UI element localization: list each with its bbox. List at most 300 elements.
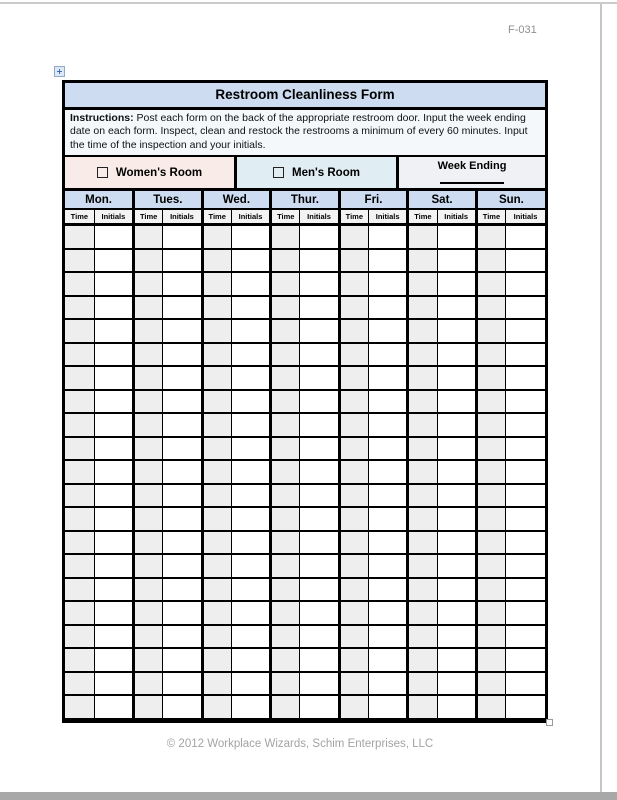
tues-time-cell[interactable] <box>134 648 163 672</box>
wed-initials-cell[interactable] <box>231 225 270 249</box>
sat-initials-cell[interactable] <box>437 554 476 578</box>
sat-initials-cell[interactable] <box>437 578 476 602</box>
wed-initials-cell[interactable] <box>231 507 270 531</box>
fri-time-cell[interactable] <box>339 272 368 296</box>
thur-time-cell[interactable] <box>271 484 300 508</box>
wed-initials-cell[interactable] <box>231 319 270 343</box>
mon-time-cell[interactable] <box>65 460 94 484</box>
mon-initials-cell[interactable] <box>94 343 133 367</box>
sun-time-cell[interactable] <box>476 225 505 249</box>
sat-initials-cell[interactable] <box>437 507 476 531</box>
wed-initials-cell[interactable] <box>231 249 270 273</box>
wed-time-cell[interactable] <box>202 272 231 296</box>
sun-time-cell[interactable] <box>476 484 505 508</box>
sat-time-cell[interactable] <box>408 554 437 578</box>
sat-initials-cell[interactable] <box>437 672 476 696</box>
wed-initials-cell[interactable] <box>231 460 270 484</box>
sun-time-cell[interactable] <box>476 249 505 273</box>
mens-room-option[interactable] <box>237 157 399 188</box>
fri-time-cell[interactable] <box>339 531 368 555</box>
thur-initials-cell[interactable] <box>300 672 339 696</box>
thur-time-cell[interactable] <box>271 366 300 390</box>
sun-initials-cell[interactable] <box>506 390 545 414</box>
thur-time-cell[interactable] <box>271 249 300 273</box>
mon-time-cell[interactable] <box>65 695 94 719</box>
sat-time-cell[interactable] <box>408 343 437 367</box>
mon-time-cell[interactable] <box>65 625 94 649</box>
fri-initials-cell[interactable] <box>368 296 407 320</box>
wed-time-cell[interactable] <box>202 225 231 249</box>
tues-time-cell[interactable] <box>134 672 163 696</box>
sat-time-cell[interactable] <box>408 225 437 249</box>
tues-time-cell[interactable] <box>134 319 163 343</box>
sat-time-cell[interactable] <box>408 413 437 437</box>
sat-time-cell[interactable] <box>408 507 437 531</box>
thur-time-cell[interactable] <box>271 507 300 531</box>
wed-time-cell[interactable] <box>202 319 231 343</box>
thur-time-cell[interactable] <box>271 296 300 320</box>
tues-initials-cell[interactable] <box>163 648 202 672</box>
sat-time-cell[interactable] <box>408 601 437 625</box>
sun-initials-cell[interactable] <box>506 272 545 296</box>
fri-initials-cell[interactable] <box>368 484 407 508</box>
wed-time-cell[interactable] <box>202 437 231 461</box>
thur-initials-cell[interactable] <box>300 695 339 719</box>
tues-initials-cell[interactable] <box>163 225 202 249</box>
sun-initials-cell[interactable] <box>506 648 545 672</box>
mon-initials-cell[interactable] <box>94 413 133 437</box>
mon-time-cell[interactable] <box>65 601 94 625</box>
mon-initials-cell[interactable] <box>94 601 133 625</box>
thur-initials-cell[interactable] <box>300 249 339 273</box>
thur-time-cell[interactable] <box>271 460 300 484</box>
mon-time-cell[interactable] <box>65 531 94 555</box>
wed-time-cell[interactable] <box>202 296 231 320</box>
thur-initials-cell[interactable] <box>300 319 339 343</box>
sat-initials-cell[interactable] <box>437 648 476 672</box>
sat-initials-cell[interactable] <box>437 272 476 296</box>
mon-initials-cell[interactable] <box>94 319 133 343</box>
thur-initials-cell[interactable] <box>300 272 339 296</box>
sun-time-cell[interactable] <box>476 343 505 367</box>
sat-time-cell[interactable] <box>408 648 437 672</box>
fri-initials-cell[interactable] <box>368 319 407 343</box>
thur-initials-cell[interactable] <box>300 601 339 625</box>
fri-initials-cell[interactable] <box>368 366 407 390</box>
mon-initials-cell[interactable] <box>94 672 133 696</box>
mon-time-cell[interactable] <box>65 249 94 273</box>
fri-time-cell[interactable] <box>339 695 368 719</box>
fri-time-cell[interactable] <box>339 343 368 367</box>
fri-time-cell[interactable] <box>339 366 368 390</box>
sun-time-cell[interactable] <box>476 648 505 672</box>
tues-initials-cell[interactable] <box>163 672 202 696</box>
sun-initials-cell[interactable] <box>506 225 545 249</box>
table-resize-handle[interactable] <box>546 719 553 726</box>
sun-time-cell[interactable] <box>476 460 505 484</box>
fri-time-cell[interactable] <box>339 437 368 461</box>
tues-time-cell[interactable] <box>134 390 163 414</box>
sat-initials-cell[interactable] <box>437 390 476 414</box>
mon-time-cell[interactable] <box>65 578 94 602</box>
wed-initials-cell[interactable] <box>231 272 270 296</box>
tues-initials-cell[interactable] <box>163 296 202 320</box>
sun-time-cell[interactable] <box>476 531 505 555</box>
fri-initials-cell[interactable] <box>368 648 407 672</box>
mon-initials-cell[interactable] <box>94 625 133 649</box>
wed-time-cell[interactable] <box>202 343 231 367</box>
fri-initials-cell[interactable] <box>368 578 407 602</box>
mon-time-cell[interactable] <box>65 390 94 414</box>
thur-initials-cell[interactable] <box>300 366 339 390</box>
thur-initials-cell[interactable] <box>300 296 339 320</box>
sun-initials-cell[interactable] <box>506 413 545 437</box>
wed-time-cell[interactable] <box>202 249 231 273</box>
wed-time-cell[interactable] <box>202 484 231 508</box>
thur-time-cell[interactable] <box>271 272 300 296</box>
sun-initials-cell[interactable] <box>506 625 545 649</box>
mon-time-cell[interactable] <box>65 225 94 249</box>
fri-initials-cell[interactable] <box>368 249 407 273</box>
tues-time-cell[interactable] <box>134 249 163 273</box>
fri-time-cell[interactable] <box>339 249 368 273</box>
week-ending-input-line[interactable] <box>440 182 504 184</box>
thur-initials-cell[interactable] <box>300 413 339 437</box>
fri-time-cell[interactable] <box>339 413 368 437</box>
sun-initials-cell[interactable] <box>506 507 545 531</box>
tues-initials-cell[interactable] <box>163 366 202 390</box>
sun-time-cell[interactable] <box>476 601 505 625</box>
thur-initials-cell[interactable] <box>300 484 339 508</box>
sat-initials-cell[interactable] <box>437 695 476 719</box>
wed-initials-cell[interactable] <box>231 390 270 414</box>
fri-time-cell[interactable] <box>339 507 368 531</box>
sun-initials-cell[interactable] <box>506 578 545 602</box>
wed-initials-cell[interactable] <box>231 601 270 625</box>
sat-initials-cell[interactable] <box>437 296 476 320</box>
mon-time-cell[interactable] <box>65 319 94 343</box>
tues-initials-cell[interactable] <box>163 437 202 461</box>
wed-time-cell[interactable] <box>202 554 231 578</box>
mon-initials-cell[interactable] <box>94 366 133 390</box>
sat-time-cell[interactable] <box>408 695 437 719</box>
wed-initials-cell[interactable] <box>231 625 270 649</box>
wed-initials-cell[interactable] <box>231 437 270 461</box>
fri-initials-cell[interactable] <box>368 531 407 555</box>
wed-time-cell[interactable] <box>202 507 231 531</box>
mon-time-cell[interactable] <box>65 413 94 437</box>
sun-time-cell[interactable] <box>476 507 505 531</box>
fri-initials-cell[interactable] <box>368 507 407 531</box>
mon-initials-cell[interactable] <box>94 578 133 602</box>
sat-time-cell[interactable] <box>408 531 437 555</box>
tues-initials-cell[interactable] <box>163 460 202 484</box>
mon-initials-cell[interactable] <box>94 437 133 461</box>
wed-time-cell[interactable] <box>202 695 231 719</box>
tues-time-cell[interactable] <box>134 460 163 484</box>
fri-time-cell[interactable] <box>339 225 368 249</box>
fri-time-cell[interactable] <box>339 625 368 649</box>
fri-time-cell[interactable] <box>339 484 368 508</box>
mon-time-cell[interactable] <box>65 437 94 461</box>
thur-time-cell[interactable] <box>271 413 300 437</box>
sun-initials-cell[interactable] <box>506 343 545 367</box>
sat-time-cell[interactable] <box>408 366 437 390</box>
wed-time-cell[interactable] <box>202 578 231 602</box>
sat-time-cell[interactable] <box>408 272 437 296</box>
mens-room-checkbox-icon[interactable] <box>273 167 284 178</box>
thur-time-cell[interactable] <box>271 601 300 625</box>
tues-initials-cell[interactable] <box>163 390 202 414</box>
sun-time-cell[interactable] <box>476 695 505 719</box>
sat-time-cell[interactable] <box>408 437 437 461</box>
mon-initials-cell[interactable] <box>94 296 133 320</box>
sat-initials-cell[interactable] <box>437 625 476 649</box>
sun-time-cell[interactable] <box>476 390 505 414</box>
mon-initials-cell[interactable] <box>94 460 133 484</box>
wed-time-cell[interactable] <box>202 413 231 437</box>
thur-time-cell[interactable] <box>271 554 300 578</box>
thur-time-cell[interactable] <box>271 672 300 696</box>
womens-room-option[interactable] <box>65 157 237 188</box>
wed-initials-cell[interactable] <box>231 343 270 367</box>
tues-time-cell[interactable] <box>134 578 163 602</box>
fri-time-cell[interactable] <box>339 319 368 343</box>
mon-initials-cell[interactable] <box>94 484 133 508</box>
mon-time-cell[interactable] <box>65 272 94 296</box>
sun-initials-cell[interactable] <box>506 366 545 390</box>
sat-initials-cell[interactable] <box>437 531 476 555</box>
wed-initials-cell[interactable] <box>231 648 270 672</box>
mon-initials-cell[interactable] <box>94 390 133 414</box>
sun-time-cell[interactable] <box>476 272 505 296</box>
fri-initials-cell[interactable] <box>368 225 407 249</box>
tues-time-cell[interactable] <box>134 484 163 508</box>
sun-time-cell[interactable] <box>476 578 505 602</box>
tues-initials-cell[interactable] <box>163 507 202 531</box>
fri-time-cell[interactable] <box>339 578 368 602</box>
tues-initials-cell[interactable] <box>163 554 202 578</box>
table-move-handle-icon[interactable] <box>54 66 65 77</box>
tues-initials-cell[interactable] <box>163 413 202 437</box>
fri-time-cell[interactable] <box>339 648 368 672</box>
tues-time-cell[interactable] <box>134 366 163 390</box>
sun-initials-cell[interactable] <box>506 319 545 343</box>
sat-initials-cell[interactable] <box>437 225 476 249</box>
tues-time-cell[interactable] <box>134 413 163 437</box>
sat-time-cell[interactable] <box>408 672 437 696</box>
mon-initials-cell[interactable] <box>94 507 133 531</box>
sun-time-cell[interactable] <box>476 625 505 649</box>
tues-time-cell[interactable] <box>134 272 163 296</box>
tues-time-cell[interactable] <box>134 296 163 320</box>
sun-initials-cell[interactable] <box>506 672 545 696</box>
wed-initials-cell[interactable] <box>231 578 270 602</box>
sun-initials-cell[interactable] <box>506 249 545 273</box>
sat-initials-cell[interactable] <box>437 366 476 390</box>
sat-initials-cell[interactable] <box>437 319 476 343</box>
sat-time-cell[interactable] <box>408 460 437 484</box>
wed-time-cell[interactable] <box>202 390 231 414</box>
mon-time-cell[interactable] <box>65 507 94 531</box>
tues-time-cell[interactable] <box>134 695 163 719</box>
sun-time-cell[interactable] <box>476 437 505 461</box>
sat-time-cell[interactable] <box>408 296 437 320</box>
thur-time-cell[interactable] <box>271 531 300 555</box>
tues-time-cell[interactable] <box>134 225 163 249</box>
thur-initials-cell[interactable] <box>300 343 339 367</box>
fri-initials-cell[interactable] <box>368 672 407 696</box>
wed-time-cell[interactable] <box>202 672 231 696</box>
sun-time-cell[interactable] <box>476 672 505 696</box>
sun-initials-cell[interactable] <box>506 437 545 461</box>
wed-initials-cell[interactable] <box>231 484 270 508</box>
fri-time-cell[interactable] <box>339 601 368 625</box>
fri-time-cell[interactable] <box>339 672 368 696</box>
tues-initials-cell[interactable] <box>163 578 202 602</box>
fri-initials-cell[interactable] <box>368 343 407 367</box>
fri-time-cell[interactable] <box>339 554 368 578</box>
sat-initials-cell[interactable] <box>437 343 476 367</box>
tues-time-cell[interactable] <box>134 625 163 649</box>
tues-initials-cell[interactable] <box>163 249 202 273</box>
sun-time-cell[interactable] <box>476 296 505 320</box>
fri-time-cell[interactable] <box>339 296 368 320</box>
sat-time-cell[interactable] <box>408 390 437 414</box>
sun-initials-cell[interactable] <box>506 531 545 555</box>
tues-time-cell[interactable] <box>134 437 163 461</box>
fri-initials-cell[interactable] <box>368 601 407 625</box>
mon-initials-cell[interactable] <box>94 272 133 296</box>
thur-initials-cell[interactable] <box>300 578 339 602</box>
thur-initials-cell[interactable] <box>300 460 339 484</box>
sun-initials-cell[interactable] <box>506 296 545 320</box>
tues-initials-cell[interactable] <box>163 484 202 508</box>
wed-time-cell[interactable] <box>202 601 231 625</box>
thur-time-cell[interactable] <box>271 343 300 367</box>
thur-time-cell[interactable] <box>271 648 300 672</box>
thur-time-cell[interactable] <box>271 319 300 343</box>
tues-time-cell[interactable] <box>134 601 163 625</box>
sun-time-cell[interactable] <box>476 413 505 437</box>
sun-initials-cell[interactable] <box>506 695 545 719</box>
wed-initials-cell[interactable] <box>231 672 270 696</box>
fri-time-cell[interactable] <box>339 390 368 414</box>
mon-time-cell[interactable] <box>65 554 94 578</box>
tues-initials-cell[interactable] <box>163 625 202 649</box>
thur-initials-cell[interactable] <box>300 625 339 649</box>
thur-initials-cell[interactable] <box>300 531 339 555</box>
wed-time-cell[interactable] <box>202 531 231 555</box>
sat-time-cell[interactable] <box>408 249 437 273</box>
sun-initials-cell[interactable] <box>506 484 545 508</box>
womens-room-checkbox-icon[interactable] <box>97 167 108 178</box>
mon-time-cell[interactable] <box>65 648 94 672</box>
tues-initials-cell[interactable] <box>163 319 202 343</box>
wed-initials-cell[interactable] <box>231 413 270 437</box>
fri-time-cell[interactable] <box>339 460 368 484</box>
sat-initials-cell[interactable] <box>437 413 476 437</box>
thur-time-cell[interactable] <box>271 390 300 414</box>
thur-initials-cell[interactable] <box>300 390 339 414</box>
fri-initials-cell[interactable] <box>368 695 407 719</box>
tues-initials-cell[interactable] <box>163 343 202 367</box>
mon-time-cell[interactable] <box>65 343 94 367</box>
sun-initials-cell[interactable] <box>506 460 545 484</box>
tues-initials-cell[interactable] <box>163 695 202 719</box>
sat-initials-cell[interactable] <box>437 484 476 508</box>
sun-initials-cell[interactable] <box>506 601 545 625</box>
tues-time-cell[interactable] <box>134 507 163 531</box>
mon-initials-cell[interactable] <box>94 648 133 672</box>
fri-initials-cell[interactable] <box>368 460 407 484</box>
thur-time-cell[interactable] <box>271 225 300 249</box>
fri-initials-cell[interactable] <box>368 554 407 578</box>
sat-time-cell[interactable] <box>408 319 437 343</box>
sat-time-cell[interactable] <box>408 578 437 602</box>
wed-initials-cell[interactable] <box>231 554 270 578</box>
thur-time-cell[interactable] <box>271 695 300 719</box>
mon-initials-cell[interactable] <box>94 249 133 273</box>
wed-time-cell[interactable] <box>202 460 231 484</box>
sat-initials-cell[interactable] <box>437 601 476 625</box>
tues-initials-cell[interactable] <box>163 272 202 296</box>
mon-time-cell[interactable] <box>65 672 94 696</box>
thur-initials-cell[interactable] <box>300 554 339 578</box>
thur-time-cell[interactable] <box>271 437 300 461</box>
sun-time-cell[interactable] <box>476 319 505 343</box>
mon-time-cell[interactable] <box>65 296 94 320</box>
tues-time-cell[interactable] <box>134 531 163 555</box>
thur-initials-cell[interactable] <box>300 648 339 672</box>
sat-time-cell[interactable] <box>408 625 437 649</box>
mon-time-cell[interactable] <box>65 366 94 390</box>
fri-initials-cell[interactable] <box>368 437 407 461</box>
wed-initials-cell[interactable] <box>231 695 270 719</box>
fri-initials-cell[interactable] <box>368 625 407 649</box>
sun-time-cell[interactable] <box>476 366 505 390</box>
wed-initials-cell[interactable] <box>231 531 270 555</box>
mon-initials-cell[interactable] <box>94 531 133 555</box>
tues-initials-cell[interactable] <box>163 601 202 625</box>
mon-time-cell[interactable] <box>65 484 94 508</box>
sat-time-cell[interactable] <box>408 484 437 508</box>
wed-time-cell[interactable] <box>202 648 231 672</box>
sat-initials-cell[interactable] <box>437 460 476 484</box>
fri-initials-cell[interactable] <box>368 390 407 414</box>
wed-initials-cell[interactable] <box>231 366 270 390</box>
wed-initials-cell[interactable] <box>231 296 270 320</box>
tues-time-cell[interactable] <box>134 554 163 578</box>
thur-initials-cell[interactable] <box>300 225 339 249</box>
fri-initials-cell[interactable] <box>368 413 407 437</box>
fri-initials-cell[interactable] <box>368 272 407 296</box>
tues-initials-cell[interactable] <box>163 531 202 555</box>
sun-time-cell[interactable] <box>476 554 505 578</box>
thur-initials-cell[interactable] <box>300 437 339 461</box>
sat-initials-cell[interactable] <box>437 437 476 461</box>
wed-time-cell[interactable] <box>202 366 231 390</box>
thur-time-cell[interactable] <box>271 578 300 602</box>
sat-initials-cell[interactable] <box>437 249 476 273</box>
thur-initials-cell[interactable] <box>300 507 339 531</box>
thur-time-cell[interactable] <box>271 625 300 649</box>
mon-initials-cell[interactable] <box>94 695 133 719</box>
mon-initials-cell[interactable] <box>94 225 133 249</box>
mon-initials-cell[interactable] <box>94 554 133 578</box>
wed-time-cell[interactable] <box>202 625 231 649</box>
sun-initials-cell[interactable] <box>506 554 545 578</box>
